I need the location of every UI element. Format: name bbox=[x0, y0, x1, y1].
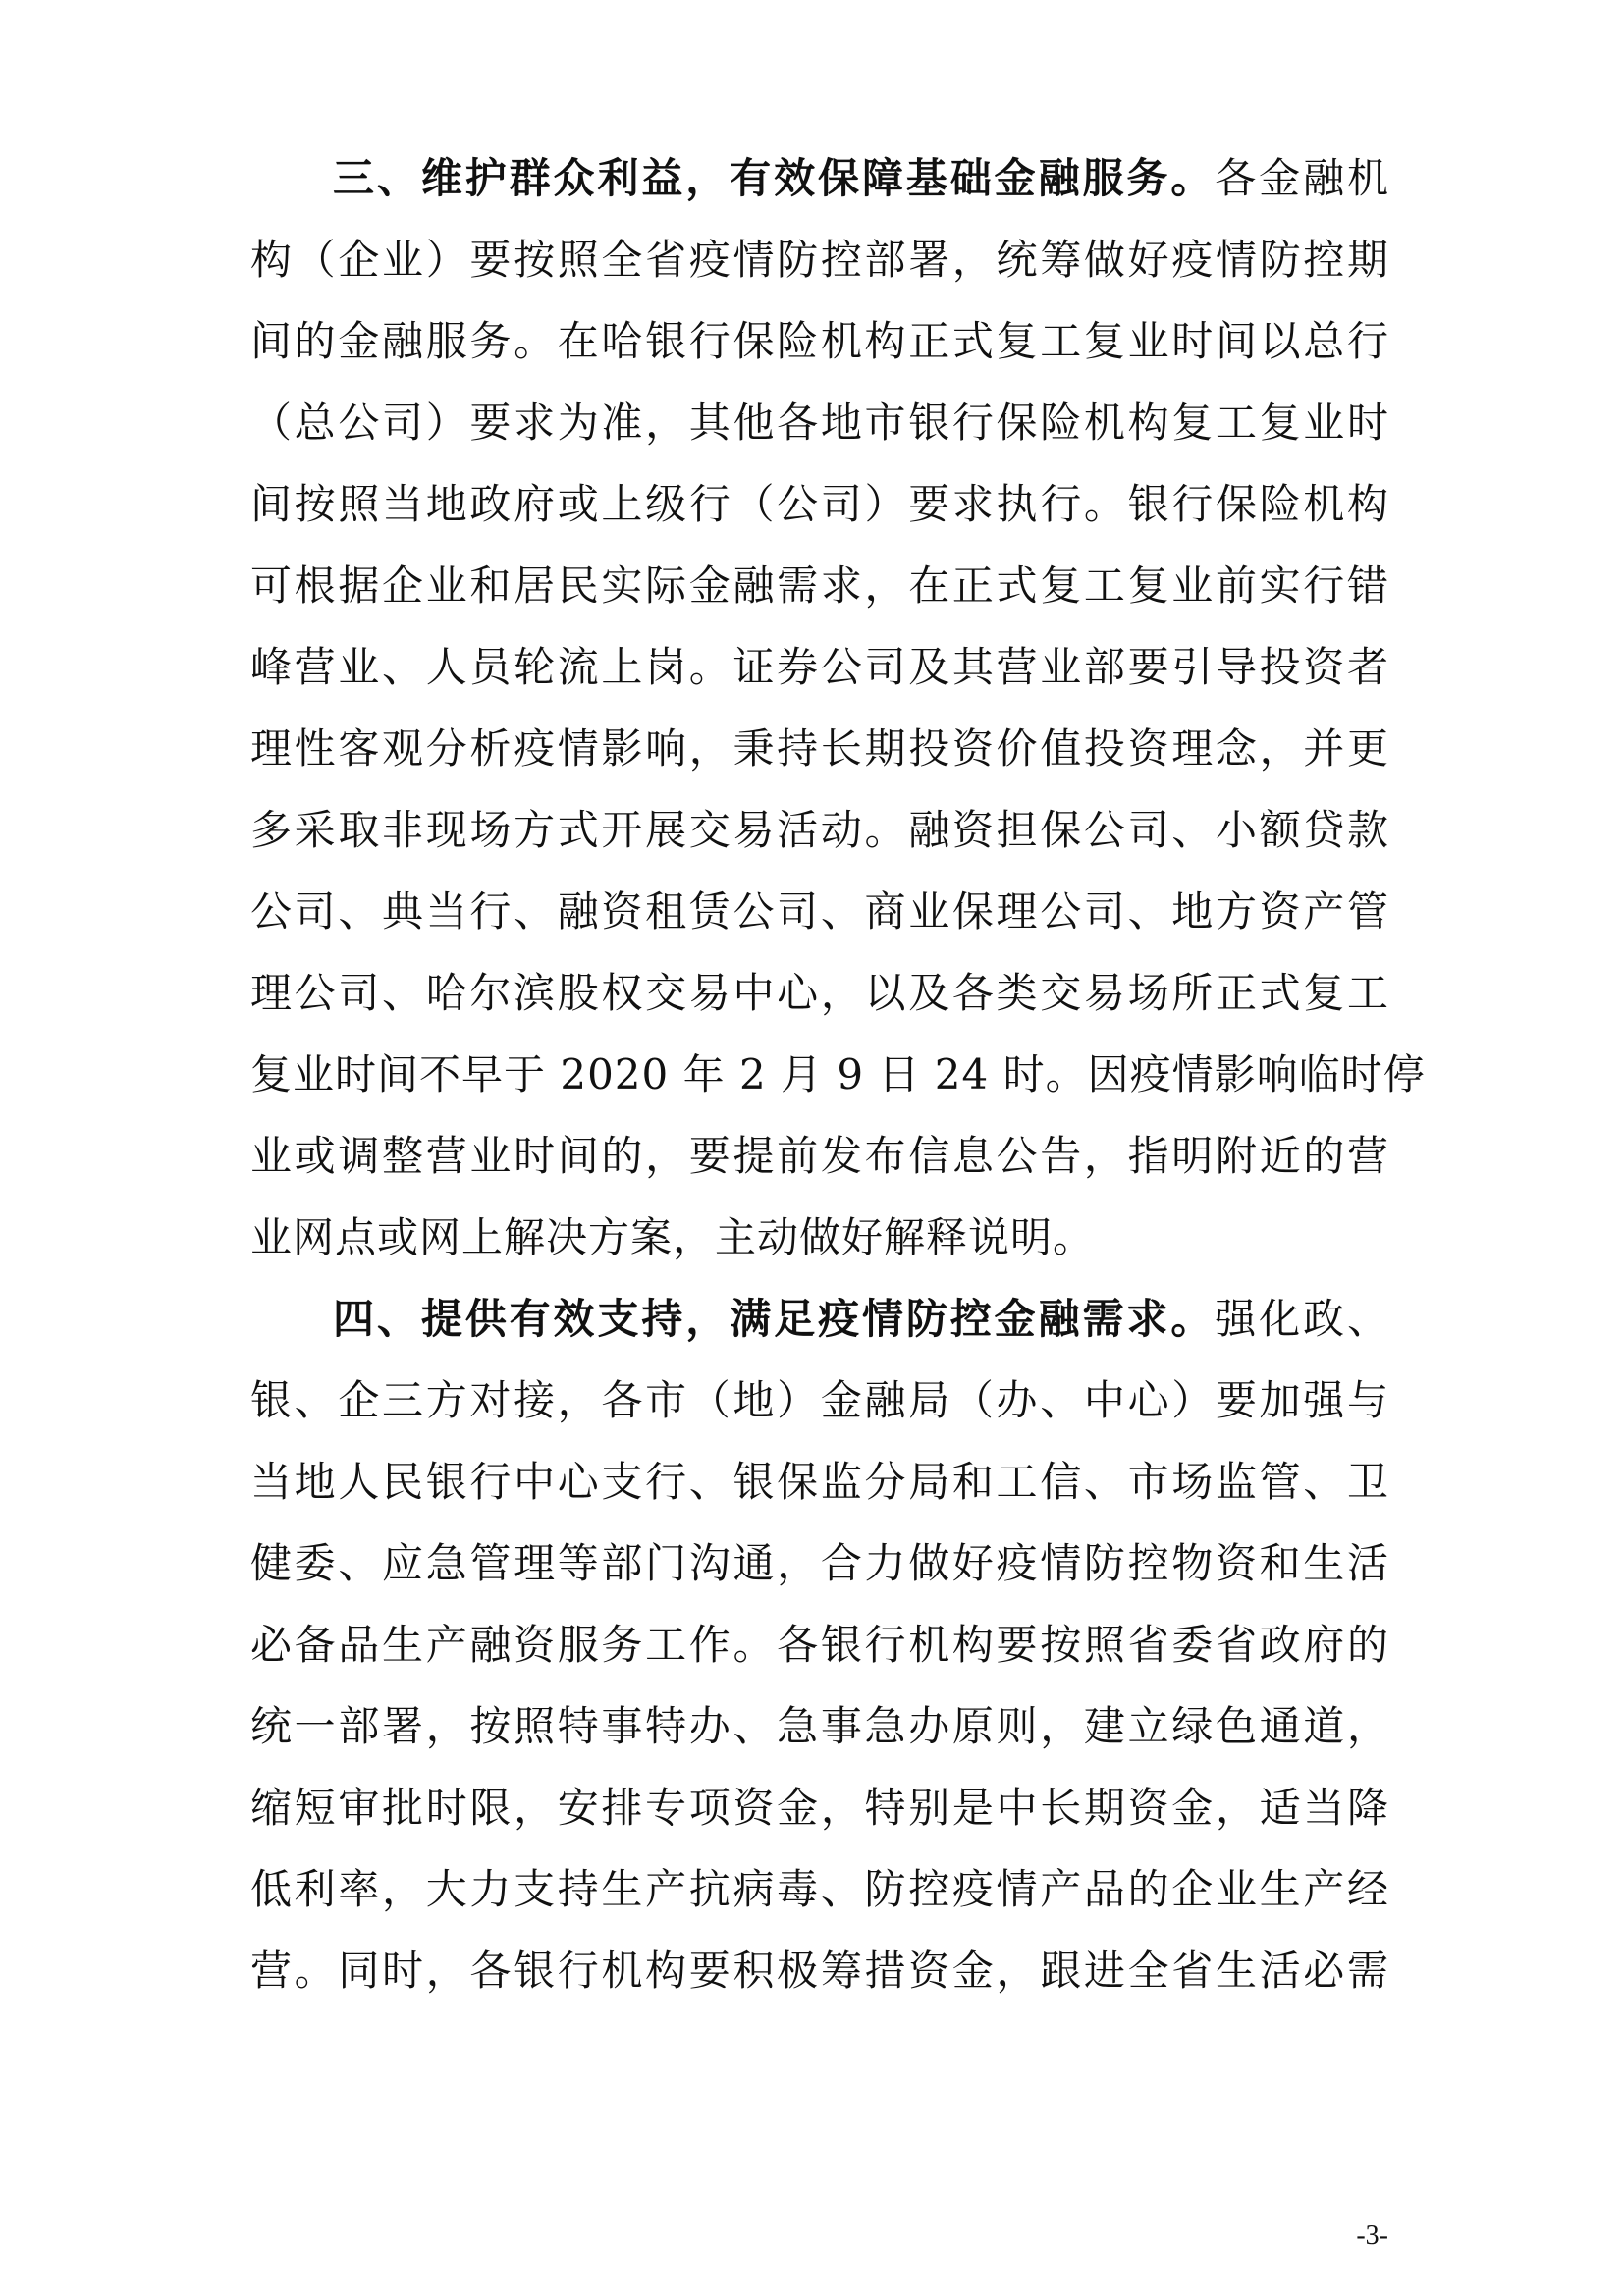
paragraph-first-line bbox=[250, 1278, 1389, 1360]
text-line: （总公司）要求为准，其他各地市银行保险机构复工复业时 bbox=[250, 399, 1389, 447]
section-heading: 三、维护群众利益，有效保障基础金融服务。 bbox=[333, 154, 1216, 202]
text-line: 必备品生产融资服务工作。各银行机构要按照省委省政府的 bbox=[250, 1621, 1389, 1669]
paragraph-first-line bbox=[250, 137, 1389, 219]
text-line: 统一部署，按照特事特办、急事急办原则，建立绿色通道， bbox=[250, 1702, 1389, 1750]
section-heading: 四、提供有效支持，满足疫情防控金融需求。 bbox=[333, 1295, 1216, 1343]
text-line: 低利率，大力支持生产抗病毒、防控疫情产品的企业生产经 bbox=[250, 1865, 1389, 1913]
text-line: 间的金融服务。在哈银行保险机构正式复工复业时间以总行 bbox=[250, 317, 1389, 365]
text-line: 构（企业）要按照全省疫情防控部署，统筹做好疫情防控期 bbox=[250, 236, 1389, 284]
text-line: 缩短审批时限，安排专项资金，特别是中长期资金，适当降 bbox=[250, 1784, 1389, 1832]
text-line: 业或调整营业时间的，要提前发布信息公告，指明附近的营 bbox=[250, 1132, 1389, 1180]
text-line: 营。同时，各银行机构要积极筹措资金，跟进全省生活必需 bbox=[250, 1947, 1389, 1995]
text-line: 公司、典当行、融资租赁公司、商业保理公司、地方资产管 bbox=[250, 887, 1389, 935]
paragraph-section-3 bbox=[250, 137, 1426, 1278]
text-line: 多采取非现场方式开展交易活动。融资担保公司、小额贷款 bbox=[250, 806, 1389, 854]
page-number: -3- bbox=[1356, 2220, 1388, 2251]
text-line: 理性客观分析疫情影响，秉持长期投资价值投资理念，并更 bbox=[250, 724, 1389, 773]
text-line: 峰营业、人员轮流上岗。证券公司及其营业部要引导投资者 bbox=[250, 643, 1389, 691]
text-line: 可根据企业和居民实际金融需求，在正式复工复业前实行错 bbox=[250, 561, 1389, 610]
paragraph-section-4 bbox=[250, 1278, 1389, 2011]
text-line: 强化政、 bbox=[1215, 1295, 1389, 1343]
text-line: 间按照当地政府或上级行（公司）要求执行。银行保险机构 bbox=[250, 480, 1389, 528]
text-line: 各金融机 bbox=[1215, 154, 1389, 202]
text-line: 健委、应急管理等部门沟通，合力做好疫情防控物资和生活 bbox=[250, 1539, 1389, 1587]
text-line: 复业时间不早于 2020 年 2 月 9 日 24 时。因疫情影响临时停 bbox=[250, 1050, 1426, 1098]
body-text bbox=[250, 137, 1426, 2011]
text-line: 银、企三方对接，各市（地）金融局（办、中心）要加强与 bbox=[250, 1376, 1389, 1424]
text-line: 理公司、哈尔滨股权交易中心，以及各类交易场所正式复工 bbox=[250, 969, 1389, 1017]
text-line: 业网点或网上解决方案，主动做好解释说明。 bbox=[250, 1213, 1096, 1261]
text-line: 当地人民银行中心支行、银保监分局和工信、市场监管、卫 bbox=[250, 1458, 1389, 1506]
